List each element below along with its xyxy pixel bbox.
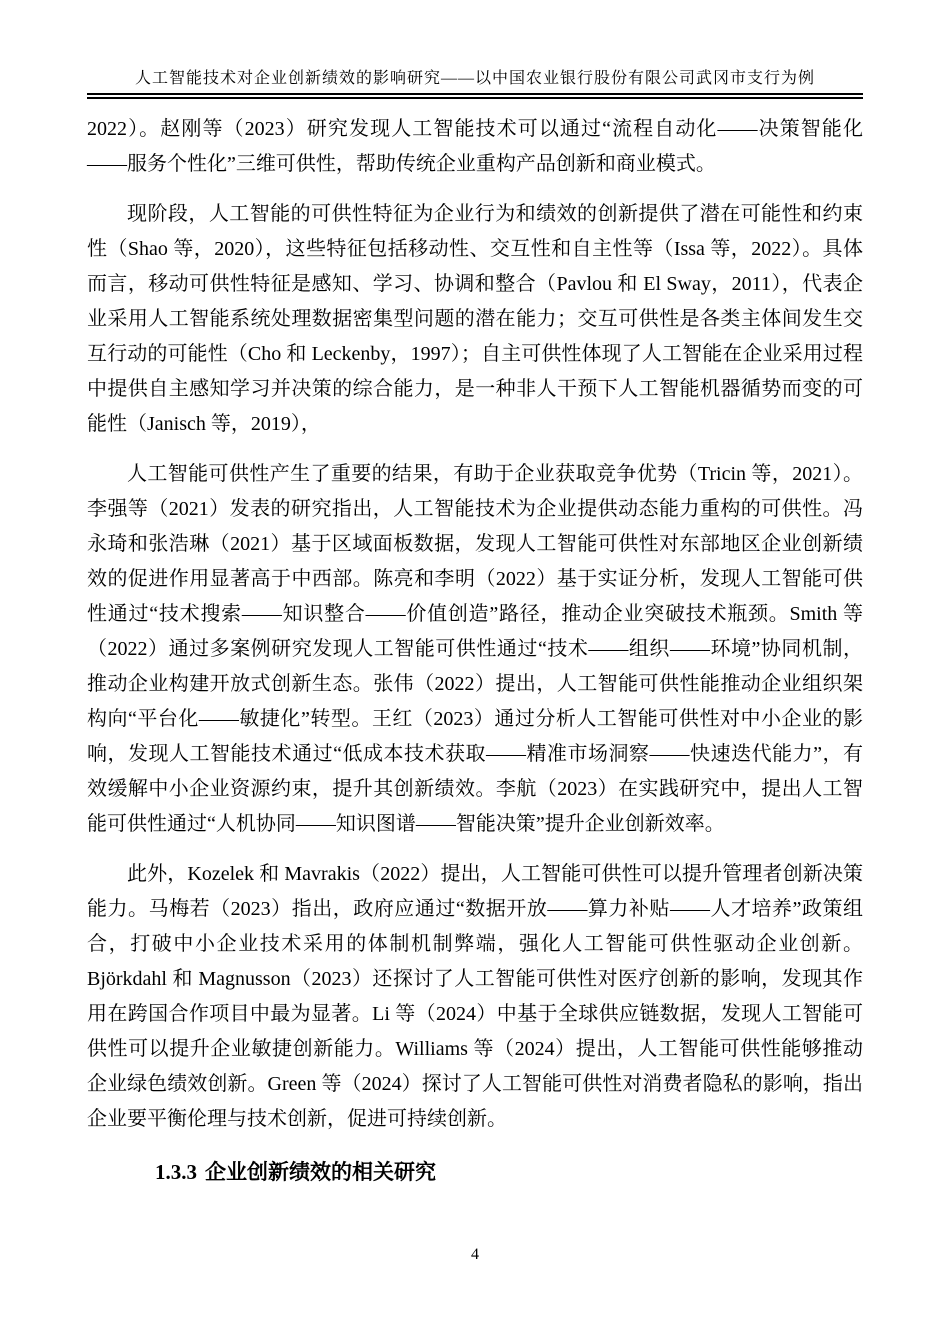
header-title: 人工智能技术对企业创新绩效的影响研究——以中国农业银行股份有限公司武冈市支行为例 (134, 70, 815, 87)
section-heading-number: 1.3.3 (155, 1160, 197, 1184)
paragraph: 现阶段，人工智能的可供性特征为企业行为和绩效的创新提供了潜在可能性和约束性（Shao 等，2020），这些特征包括移动性、交互性和自主性等（Issa 等，2022）。具体而言，移动可供性特征是感知、学习、协调和整合（Pavlou 和 El Sway，2011），代表企业采用人工智能系统处理数据密集型问题的潜在能力；交互可供性是各类主体间发生交互行动的可能性（Cho 和 Leckenby，1997）；自主可供性体现了人工智能在企业采用过程中提供自主感知学习并决策的综合能力，是一种非人干预下人工智能机器循势而变的可能性（Janisch 等，2019）， (87, 203, 863, 435)
running-header (87, 68, 863, 99)
paragraph: 人工智能可供性产生了重要的结果，有助于企业获取竞争优势（Tricin 等，2021）。李强等（2021）发表的研究指出，人工智能技术为企业提供动态能力重构的可供性。冯永琦和张浩琳（2021）基于区域面板数据，发现人工智能可供性对东部地区企业创新绩效的促进作用显著高于中西部。陈亮和李明（2022）基于实证分析，发现人工智能可供性通过“技术搜索——知识整合——价值创造”路径，推动企业突破技术瓶颈。Smith 等（2022）通过多案例研究发现人工智能可供性通过“技术——组织——环境”协同机制，推动企业构建开放式创新生态。张伟（2022）提出，人工智能可供性能推动企业组织架构向“平台化——敏捷化”转型。王红（2023）通过分析人工智能可供性对中小企业的影响，发现人工智能技术通过“低成本技术获取——精准市场洞察——快速迭代能力”，有效缓解中小企业资源约束，提升其创新绩效。李航（2023）在实践研究中，提出人工智能可供性通过“人机协同——知识图谱——智能决策”提升企业创新效率。 (87, 463, 863, 835)
section-heading-text: 企业创新绩效的相关研究 (205, 1161, 436, 1184)
page-footer (0, 1244, 950, 1266)
paragraph: 2022）。赵刚等（2023）研究发现人工智能技术可以通过“流程自动化——决策智能化——服务个性化”三维可供性，帮助传统企业重构产品创新和商业模式。 (87, 118, 863, 175)
header-double-rule (87, 93, 863, 99)
paragraph: 此外，Kozelek 和 Mavrakis（2022）提出，人工智能可供性可以提升管理者创新决策能力。马梅若（2023）指出，政府应通过“数据开放——算力补贴——人才培养”政策组合，打破中小企业技术采用的体制机制弊端，强化人工智能可供性驱动企业创新。Björkdahl 和 Magnusson（2023）还探讨了人工智能可供性对医疗创新的影响，发现其作用在跨国合作项目中最为显著。Li 等（2024）中基于全球供应链数据，发现人工智能可供性可以提升企业敏捷创新能力。Williams 等（2024）提出，人工智能可供性能够推动企业绿色绩效创新。Green 等（2024）探讨了人工智能可供性对消费者隐私的影响，指出企业要平衡伦理与技术创新，促进可持续创新。 (87, 863, 863, 1130)
section-heading (155, 1155, 863, 1190)
document-body (87, 112, 863, 1190)
page-number: 4 (471, 1246, 479, 1263)
